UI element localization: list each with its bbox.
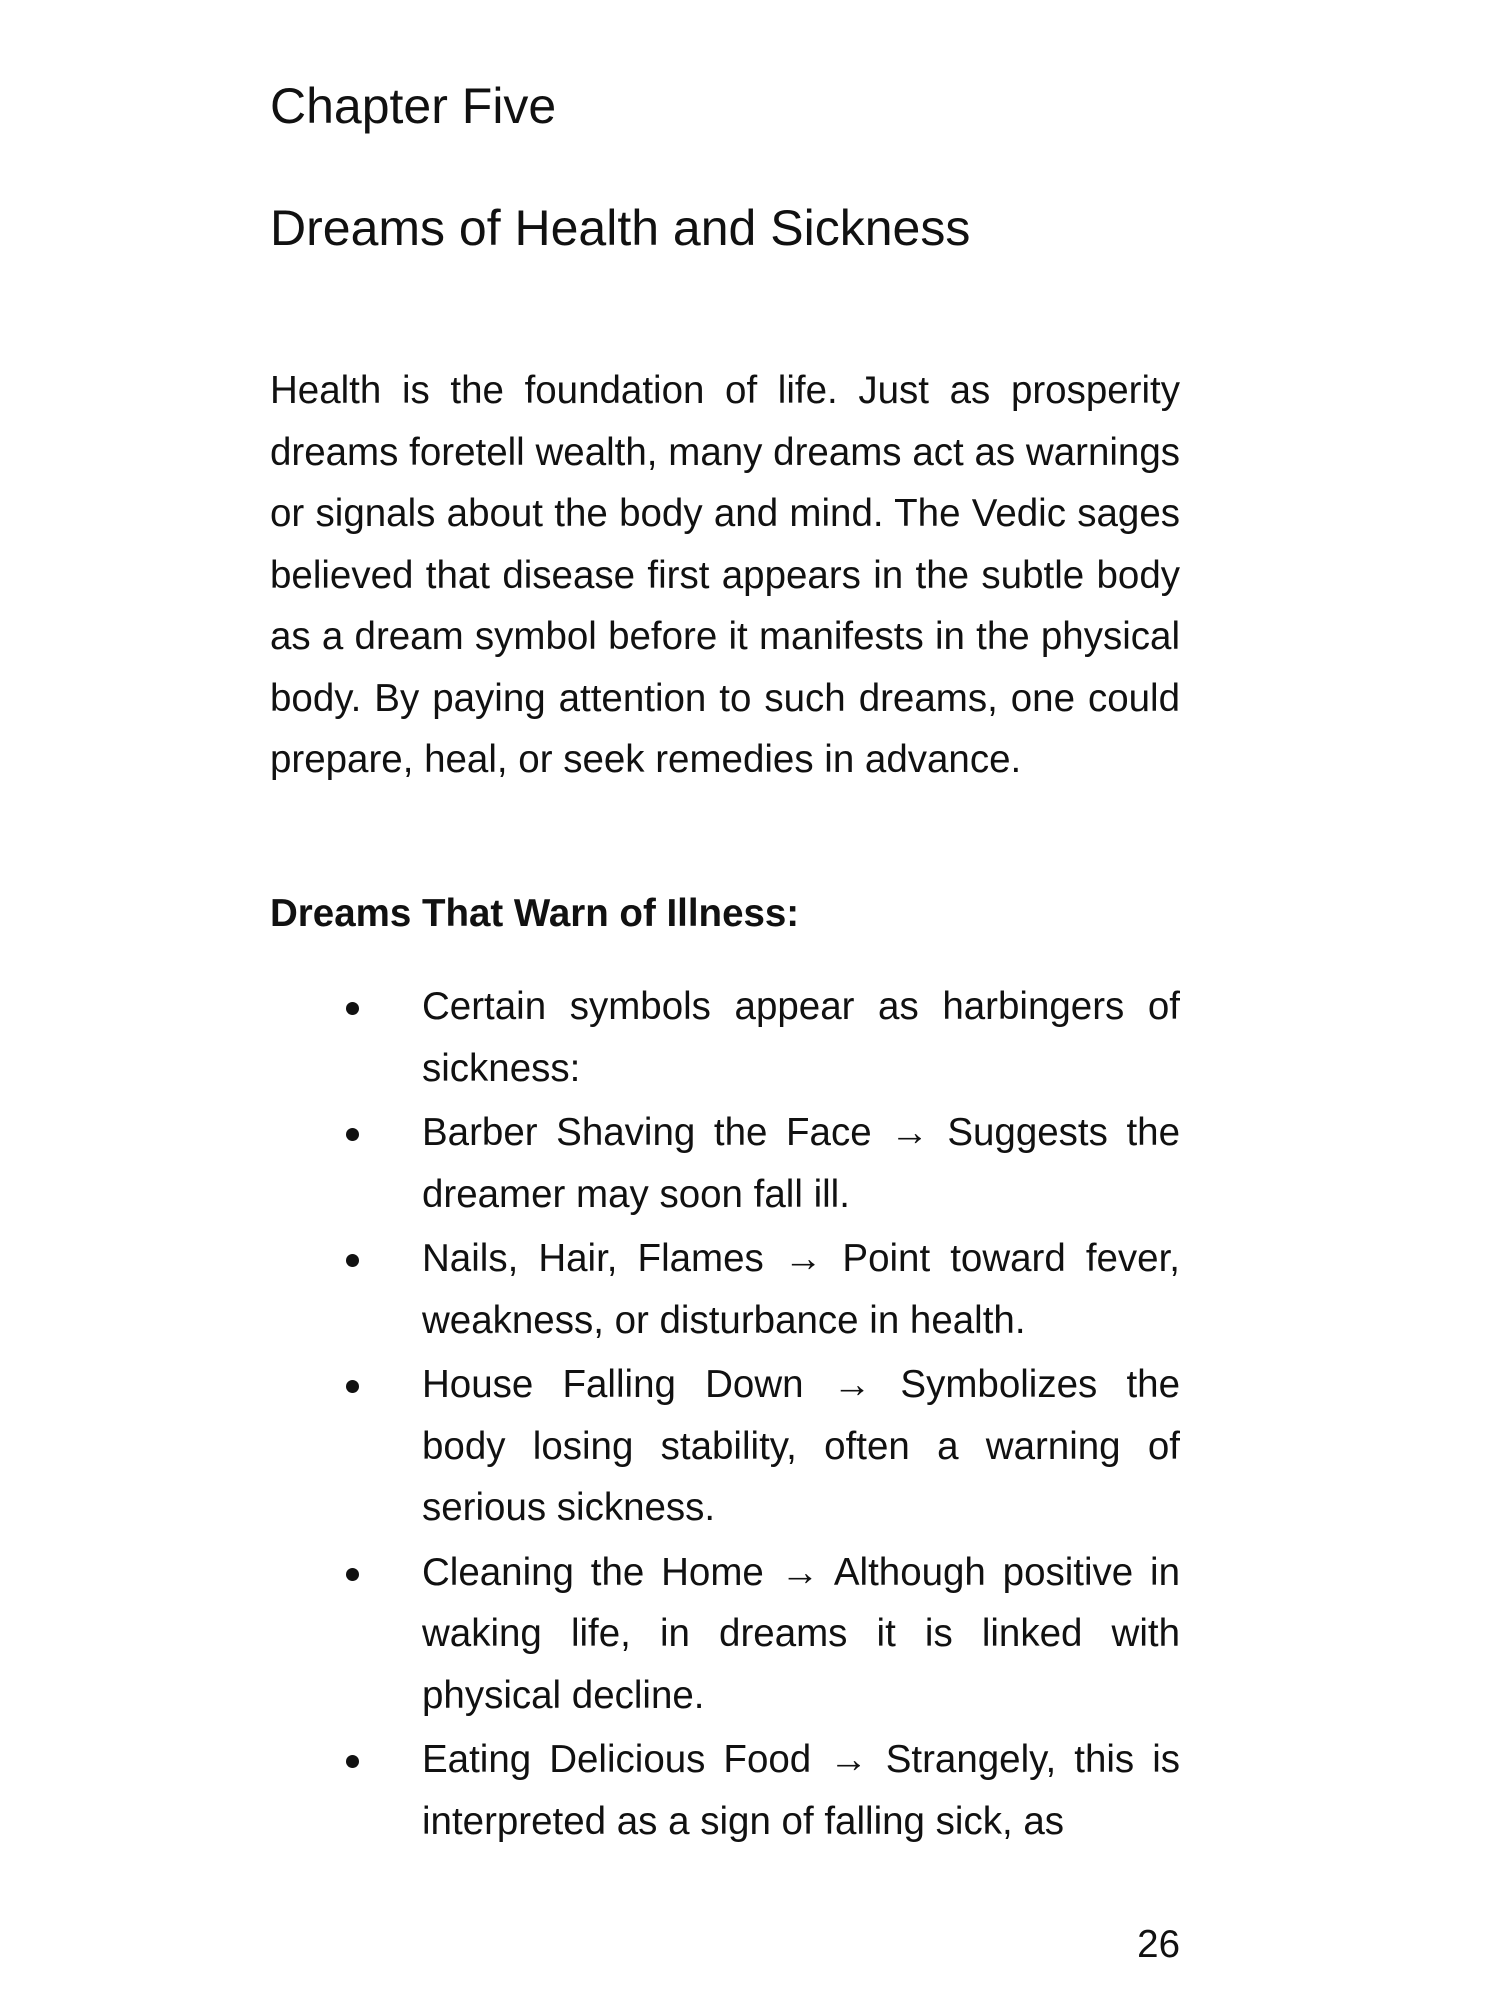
intro-paragraph: Health is the foundation of life. Just as prosperity dreams foretell wealth, many dreams act as warnings or signals about the body and mind. The Vedic sages believed that disease first appears in the subtle body as a dream symbol before it manifests in the physical body. By paying attention to such dreams, one could prepare, heal, or seek remedies in advance.: [270, 369, 1180, 781]
document-page: [270, 0, 1180, 2000]
bullet-icon: [346, 1254, 359, 1267]
bullet-icon: [346, 1002, 359, 1015]
page-number: 26: [1137, 1923, 1180, 1966]
chapter-title: Dreams of Health and Sickness: [270, 200, 971, 256]
list-item-text: House Falling Down → Symbolizes the body losing stability, often a warning of serious sickness.: [422, 1363, 1180, 1529]
list-item: [270, 1354, 1180, 1539]
bullet-icon: [346, 1128, 359, 1141]
list-item-text: Eating Delicious Food → Strangely, this is interpreted as a sign of falling sick, as: [422, 1738, 1180, 1843]
bullet-icon: [346, 1755, 359, 1768]
list-item: [270, 1228, 1180, 1351]
list-item-text: Barber Shaving the Face → Suggests the dreamer may soon fall ill.: [422, 1111, 1180, 1216]
list-item: [270, 976, 1180, 1099]
list-item: [270, 1102, 1180, 1225]
list-item-text: Cleaning the Home → Although positive in waking life, in dreams it is linked with physical decline.: [422, 1550, 1180, 1717]
list-item: [270, 1542, 1180, 1727]
list-item-text: Certain symbols appear as harbingers of sickness:: [422, 985, 1180, 1090]
bullet-icon: [346, 1568, 359, 1581]
section-heading: Dreams That Warn of Illness:: [270, 892, 800, 935]
chapter-label: Chapter Five: [270, 78, 557, 134]
bullet-list: [270, 976, 1180, 1855]
list-item: [270, 1729, 1180, 1852]
bullet-icon: [346, 1380, 359, 1393]
list-item-text: Nails, Hair, Flames → Point toward fever, weakness, or disturbance in health.: [422, 1237, 1180, 1342]
